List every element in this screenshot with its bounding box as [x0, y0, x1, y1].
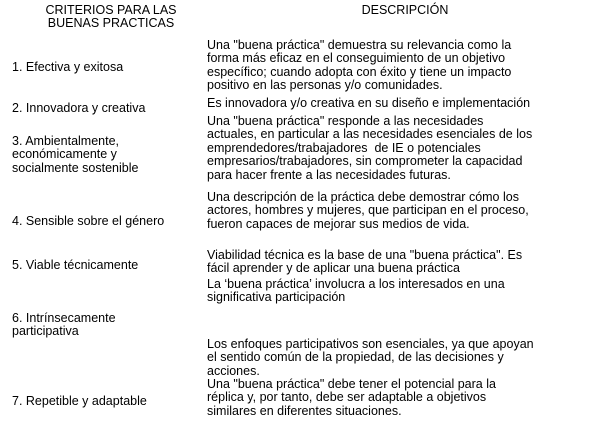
text-line: CRITERIOS PARA LAS	[45, 3, 177, 17]
text-line: 5. Viable técnicamente	[12, 258, 139, 272]
text-line: emprendedores/trabajadores de IE o potenciales	[207, 140, 481, 155]
description-block-7	[207, 378, 603, 418]
text-line: el sentido común de la propiedad, de las decisiones y	[207, 350, 504, 365]
text-line: BUENAS PRACTICAS	[47, 16, 175, 31]
criterion-item-5	[12, 259, 207, 272]
text-line: 7. Repetible y adaptable	[12, 394, 147, 408]
text-line: Viabilidad técnica es la base de una "buena práctica". Es	[207, 248, 523, 262]
criterion-item-1	[12, 61, 207, 74]
criterion-item-4	[12, 215, 207, 228]
text-line: socialmente sostenible	[12, 160, 139, 175]
description-block-2	[207, 97, 603, 110]
text-line: positivo en las personas y/o comunidades.	[207, 78, 443, 93]
text-line: Una "buena práctica" debe tener el potencial para la	[207, 377, 496, 391]
text-line: para hacer frente a las necesidades futuras.	[207, 167, 451, 182]
text-line: 1. Efectiva y exitosa	[12, 60, 124, 74]
criterion-item-6	[12, 312, 207, 339]
text-line: empresarios/trabajadores, sin comprometer la capacidad	[207, 154, 523, 169]
description-block-3	[207, 115, 603, 182]
text-line: fueron capaces de mejorar sus medios de vida.	[207, 216, 470, 231]
text-line: 2. Innovadora y creativa	[12, 101, 146, 115]
text-line: Una "buena práctica" responde a las necesidades	[207, 114, 484, 128]
text-line: similares en diferentes situaciones.	[207, 403, 402, 418]
text-line: específico; cuando adopta con éxito y tiene un impacto	[207, 64, 512, 79]
text-line: fácil aprender y de aplicar una buena práctica	[207, 261, 460, 276]
text-line: 4. Sensible sobre el género	[12, 214, 165, 228]
text-line: actores, hombres y mujeres, que participan en el proceso,	[207, 203, 529, 218]
description-block-5	[207, 249, 603, 276]
text-line: Es innovadora y/o creativa en su diseño e implementación	[207, 96, 531, 110]
description-block-1	[207, 39, 603, 93]
description-block-6	[207, 278, 603, 305]
description-column-header	[207, 4, 603, 17]
text-line: Una "buena práctica" demuestra su relevancia como la	[207, 38, 512, 52]
criteria-column-header	[6, 4, 216, 31]
text-line: 6. Intrínsecamente	[12, 311, 116, 325]
text-line: La ‘buena práctica’ involucra a los interesados en una	[207, 277, 505, 291]
text-line: Los enfoques participativos son esenciales, ya que apoyan	[207, 337, 534, 351]
text-line: 3. Ambientalmente,	[12, 134, 120, 148]
text-line: Una descripción de la práctica debe demostrar cómo los	[207, 190, 519, 204]
text-line: réplica y, por tanto, debe ser adaptable a objetivos	[207, 390, 487, 405]
text-line: forma más eficaz en el conseguimiento de un objetivo	[207, 51, 506, 66]
description-block-6-continued	[207, 338, 603, 378]
text-line: económicamente y	[12, 147, 117, 162]
text-line: participativa	[12, 324, 79, 339]
text-line: acciones.	[207, 363, 260, 378]
text-line: significativa participación	[207, 290, 346, 305]
description-header-label: DESCRIPCIÓN	[361, 3, 449, 17]
description-block-4	[207, 191, 603, 231]
criterion-item-2	[12, 102, 207, 115]
criterion-item-3	[12, 135, 207, 175]
criterion-item-7	[12, 395, 207, 408]
text-line: actuales, en particular a las necesidades esenciales de los	[207, 127, 533, 142]
